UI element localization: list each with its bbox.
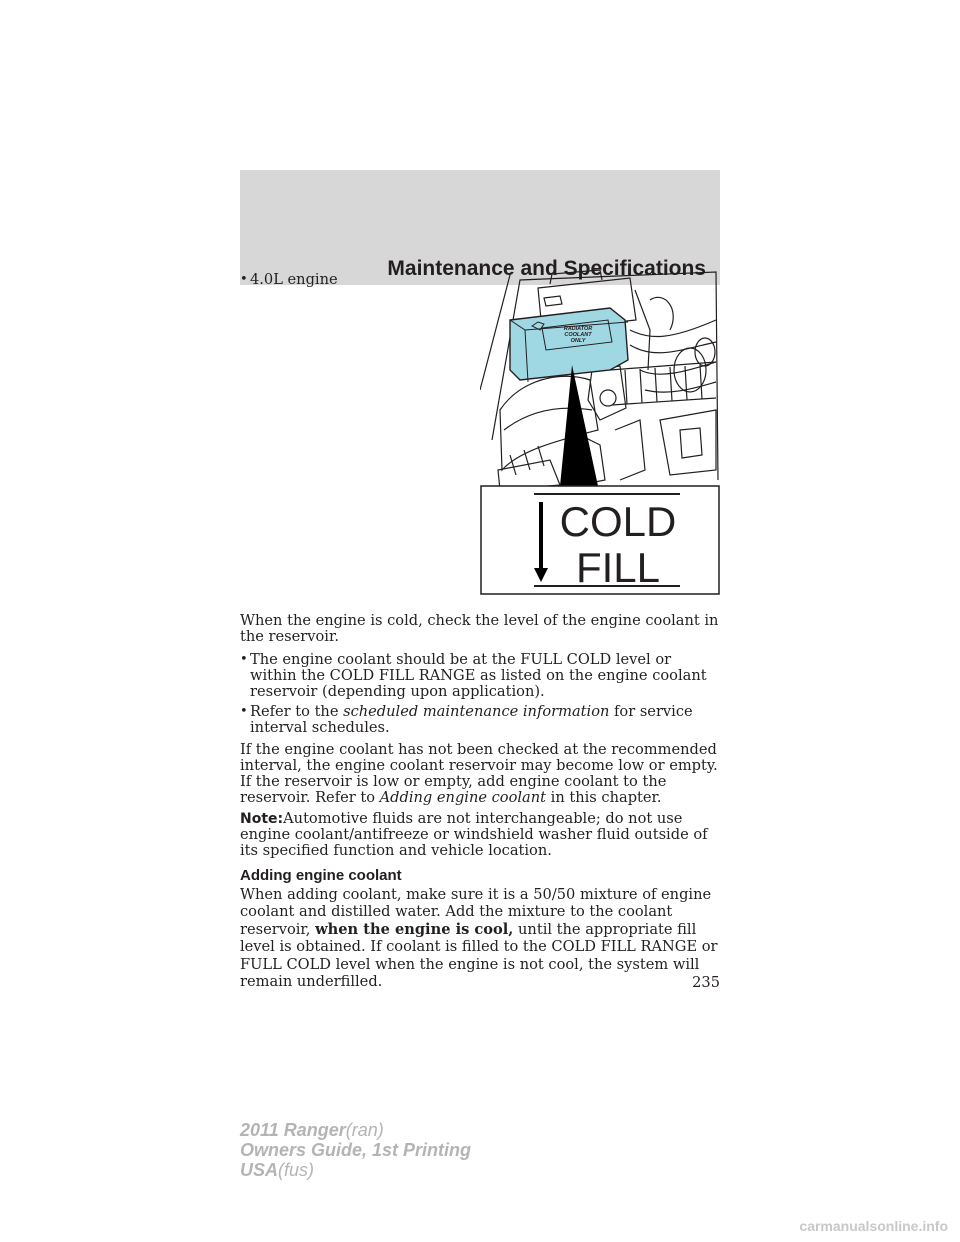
- footer-model-code: (ran): [345, 1120, 384, 1140]
- para3-pre: When adding coolant, make sure it is a 50/50 mixture of engine coolant and distilled water. Add the mixture to the coolant reservoir,: [240, 886, 712, 938]
- list-item: [240, 704, 722, 736]
- coolant-reservoir-illustration: [480, 270, 720, 596]
- engine-drawing: [480, 270, 720, 596]
- watermark: carmanualsonline.info: [799, 1218, 948, 1234]
- para2-post: in this chapter.: [546, 789, 662, 806]
- footer-model: 2011 Ranger: [240, 1120, 346, 1140]
- engine-bullet: [240, 272, 460, 288]
- reservoir-label-line3: ONLY: [570, 338, 586, 344]
- scheduled-maintenance-link-text: scheduled maintenance information: [343, 703, 610, 720]
- para2-pre: If the engine coolant has not been checked at the recommended interval, the engine coolant reservoir may become low or empty. If the reservoir is low or empty, add engine coolant to the reservoir. Refer to: [240, 741, 718, 806]
- reservoir-label-line2: COOLANT: [564, 332, 592, 338]
- adding-coolant-reference: Adding engine coolant: [379, 789, 547, 806]
- page-number: 235: [692, 974, 720, 991]
- bullet-refer-pre: Refer to the: [250, 703, 344, 720]
- bullet-list: [240, 652, 722, 736]
- para3-bold: when the engine is cool,: [315, 920, 514, 938]
- pointer-wedge: [560, 365, 598, 486]
- section-heading-adding-coolant: Adding engine coolant: [240, 867, 402, 884]
- document-footer: [240, 1120, 471, 1180]
- footer-printing: Owners Guide, 1st Printing: [240, 1140, 472, 1160]
- fill-label: FILL: [575, 544, 661, 591]
- section-header-band: [240, 170, 720, 285]
- note-paragraph: [240, 811, 722, 859]
- engine-bullet-text: 4.0L engine: [250, 271, 338, 288]
- reservoir-label-line1: RADIATOR: [563, 326, 593, 332]
- bullet-dot: •: [240, 652, 248, 667]
- footer-market: USA: [240, 1160, 279, 1180]
- note-label: Note:: [240, 811, 284, 827]
- paragraph-adding-coolant: [240, 886, 722, 990]
- note-text: Automotive fluids are not interchangeable; do not use engine coolant/antifreeze or windshield washer fluid outside of its specified function and vehicle location.: [240, 810, 708, 859]
- bullet-refer-post: for service interval schedules.: [250, 703, 693, 736]
- bullet-dot: •: [240, 272, 248, 287]
- bullet-full-cold: The engine coolant should be at the FULL COLD level or within the COLD FILL RANGE as listed on the engine coolant reservoir (depending upon application).: [250, 651, 707, 700]
- footer-market-code: (fus): [278, 1160, 315, 1180]
- bullet-dot: •: [240, 704, 248, 719]
- bullet-refer-schedule: [250, 704, 722, 736]
- list-item: [240, 652, 722, 700]
- para3-post: until the appropriate fill level is obtained. If coolant is filled to the COLD FILL RANGE or FULL COLD level when the engine is not cool, the system will remain underfilled.: [240, 920, 718, 991]
- paragraph-low-empty: [240, 742, 722, 806]
- paragraph-check-level: When the engine is cold, check the level of the engine coolant in the reservoir.: [240, 612, 719, 645]
- section-title: Maintenance and Specifications: [387, 257, 706, 280]
- cold-label: COLD: [559, 498, 677, 545]
